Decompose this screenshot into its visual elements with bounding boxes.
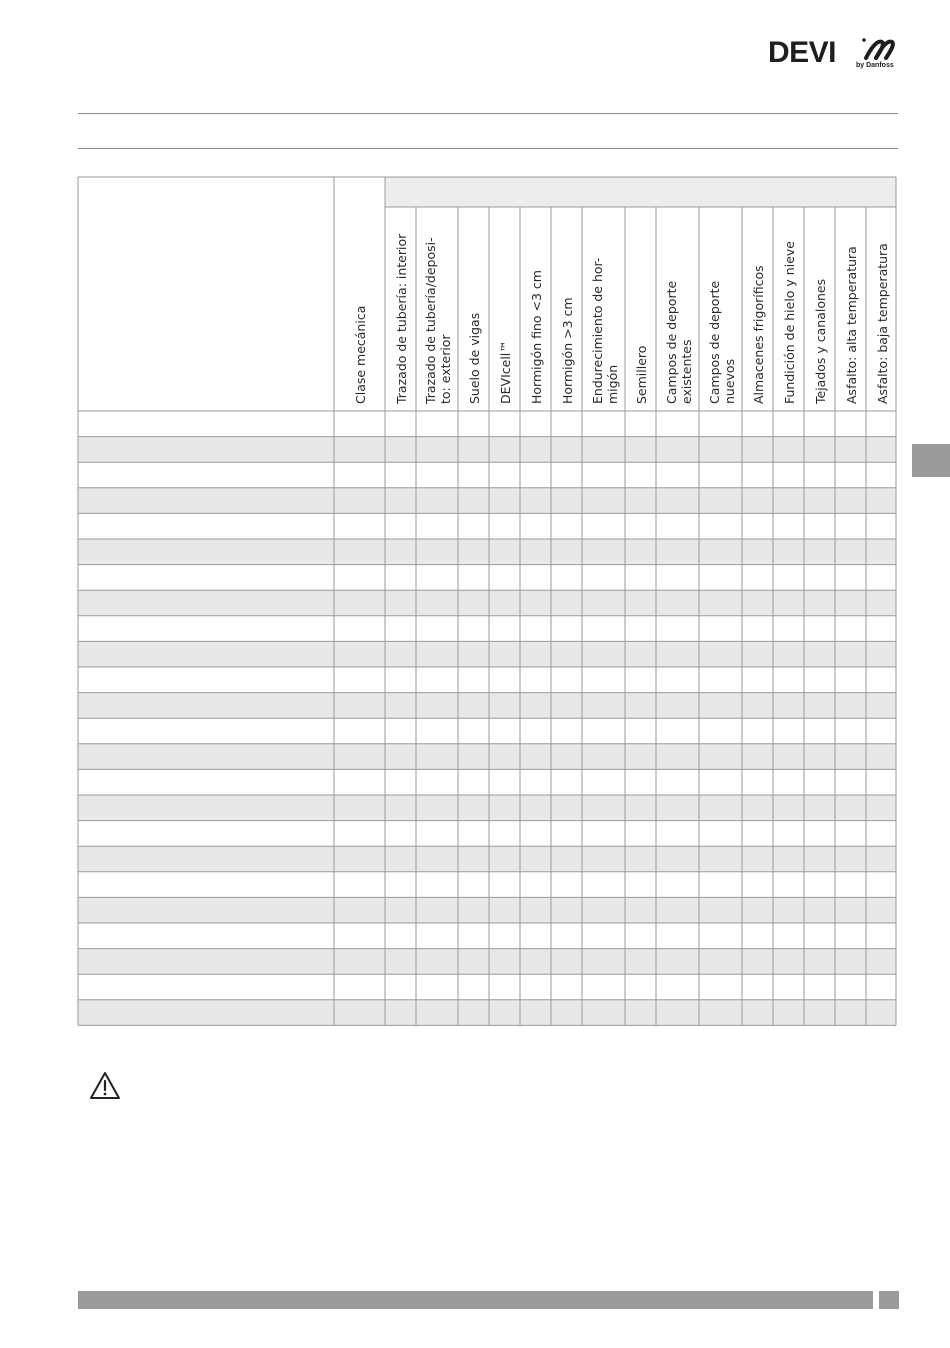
column-header-line: Almacenes frigoríficos (751, 265, 766, 404)
footer-page-box (879, 1291, 899, 1309)
column-header-14 (813, 279, 828, 404)
column-header-line: Clase mecánica (353, 305, 368, 404)
column-header-line: Campos de deporte (706, 280, 722, 404)
column-header-line: migón (604, 364, 620, 404)
column-header-line: Endurecimiento de hor- (589, 257, 605, 404)
column-header-line: nuevos (721, 358, 737, 404)
column-header-15 (844, 246, 859, 404)
column-header-2 (394, 234, 409, 404)
column-header-9 (634, 346, 649, 404)
column-header-line: Hormigón >3 cm (560, 297, 575, 404)
column-header-16 (875, 243, 890, 404)
section-tab (912, 444, 950, 477)
column-header-4 (467, 313, 482, 404)
column-header-line: Suelo de vigas (467, 312, 482, 404)
column-header-line: DEVIcell™ (498, 340, 513, 404)
column-header-8 (590, 258, 620, 404)
column-header-line: Tejados y canalones (813, 278, 828, 404)
column-header-12 (751, 265, 766, 404)
footer-bar (78, 1291, 873, 1309)
column-header-3 (423, 237, 453, 404)
logo-subtitle: by Danfoss (856, 62, 894, 69)
column-header-10 (664, 281, 694, 404)
column-header-11 (707, 281, 737, 404)
column-header-5 (498, 340, 513, 404)
warning-icon (88, 1070, 122, 1101)
header-band (385, 177, 896, 207)
column-header-line: Fundición de hielo y nieve (782, 241, 797, 404)
column-header-line: Semillero (634, 345, 649, 404)
column-header-line: to: exterior (438, 334, 453, 404)
column-header-line: Hormigón fino <3 cm (529, 270, 544, 404)
column-header-line: Trazado de tubería/deposi- (423, 237, 438, 404)
column-header-1 (353, 306, 368, 404)
column-header-7 (560, 297, 575, 404)
logo-text: DEVI (768, 36, 837, 69)
column-header-line: Asfalto: alta temperatura (844, 246, 859, 404)
column-header-line: Campos de deporte (663, 280, 679, 404)
column-header-line: existentes (678, 339, 694, 404)
column-header-13 (782, 241, 797, 404)
column-header-line: Trazado de tubería: interior (394, 233, 409, 404)
column-header-6 (529, 270, 544, 404)
column-header-line: Asfalto: baja temperatura (874, 243, 890, 404)
